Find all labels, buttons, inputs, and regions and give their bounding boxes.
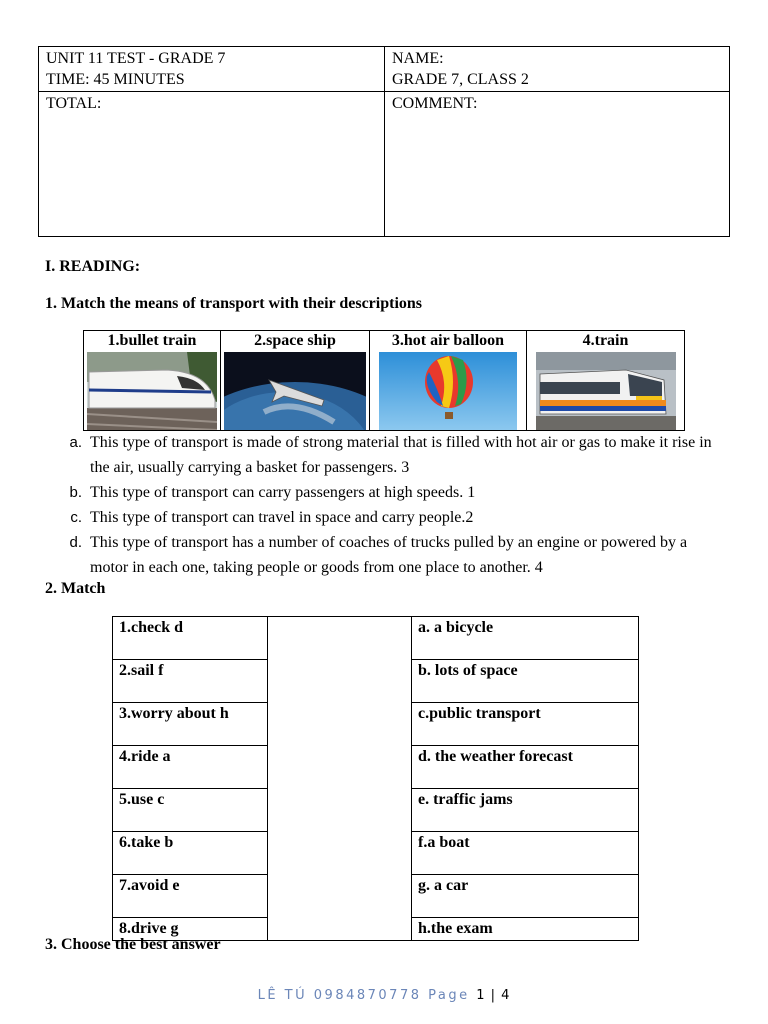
- descriptions-list: [45, 430, 725, 580]
- test-time: TIME: 45 MINUTES: [46, 71, 185, 88]
- left-cell: 2.sail f: [113, 660, 268, 703]
- right-cell: c.public transport: [412, 703, 639, 746]
- header-cell-title: [39, 47, 385, 92]
- right-cell: a. a bicycle: [412, 617, 639, 660]
- picture-cell-hot-air-balloon: [370, 331, 527, 431]
- right-cell: h.the exam: [412, 918, 639, 941]
- test-title: UNIT 11 TEST - GRADE 7: [46, 50, 226, 67]
- footer-text: LÊ TÚ 0984870778 Page: [257, 988, 477, 1003]
- item-marker: c.: [70, 509, 82, 526]
- item-text: This type of transport is made of strong material that is filled with hot air or gas to make it rise in the air, usually carrying a basket for passengers. 3: [90, 434, 712, 476]
- right-cell: d. the weather forecast: [412, 746, 639, 789]
- left-cell: 7.avoid e: [113, 875, 268, 918]
- question-3-title: 3. Choose the best answer: [45, 936, 221, 953]
- item-text: This type of transport can travel in space and carry people.2: [90, 509, 474, 526]
- name-label: NAME:: [392, 50, 444, 67]
- left-cell: 8.drive g: [113, 918, 268, 941]
- header-cell-total: [39, 92, 385, 237]
- picture-label: 4.train: [582, 332, 629, 349]
- header-cell-name: [385, 47, 730, 92]
- list-item: [45, 505, 725, 530]
- train-image: [536, 352, 676, 430]
- item-marker: d.: [69, 534, 82, 551]
- transport-pictures-table: [83, 330, 685, 431]
- total-label: TOTAL:: [46, 95, 102, 112]
- left-cell: 4.ride a: [113, 746, 268, 789]
- left-cell: 5.use c: [113, 789, 268, 832]
- page-footer: [0, 988, 768, 1003]
- comment-label: COMMENT:: [392, 95, 478, 112]
- section-reading-title: I. READING:: [45, 258, 141, 275]
- left-cell: 3.worry about h: [113, 703, 268, 746]
- header-cell-comment: [385, 92, 730, 237]
- question-1-title: 1. Match the means of transport with their descriptions: [45, 295, 423, 312]
- item-text: This type of transport has a number of coaches of trucks pulled by an engine or powered by a motor in each one, taking people or goods from one place to another. 4: [90, 534, 688, 576]
- class-label: GRADE 7, CLASS 2: [392, 71, 529, 88]
- picture-cell-bullet-train: [84, 331, 221, 431]
- right-cell: g. a car: [412, 875, 639, 918]
- header-table: [38, 46, 730, 237]
- picture-cell-space-ship: [221, 331, 370, 431]
- table-row: [113, 617, 639, 660]
- left-cell: 6.take b: [113, 832, 268, 875]
- right-cell: e. traffic jams: [412, 789, 639, 832]
- list-item: [45, 530, 725, 580]
- right-cell: b. lots of space: [412, 660, 639, 703]
- item-text: This type of transport can carry passengers at high speeds. 1: [90, 484, 476, 501]
- picture-label: 1.bullet train: [107, 332, 197, 349]
- hot-air-balloon-image: [379, 352, 517, 430]
- space-ship-image: [224, 352, 366, 430]
- picture-label: 2.space ship: [254, 332, 336, 349]
- picture-cell-train: [527, 331, 685, 431]
- question-2-title: 2. Match: [45, 580, 106, 597]
- list-item: [45, 480, 725, 505]
- item-marker: b.: [69, 484, 82, 501]
- blank-cell: [268, 617, 412, 941]
- match-table: [112, 616, 639, 941]
- right-cell: f.a boat: [412, 832, 639, 875]
- item-marker: a.: [69, 434, 82, 451]
- page-number: 1 | 4: [476, 988, 511, 1003]
- bullet-train-image: [87, 352, 217, 430]
- left-cell: 1.check d: [113, 617, 268, 660]
- picture-label: 3.hot air balloon: [391, 332, 505, 349]
- list-item: [45, 430, 725, 480]
